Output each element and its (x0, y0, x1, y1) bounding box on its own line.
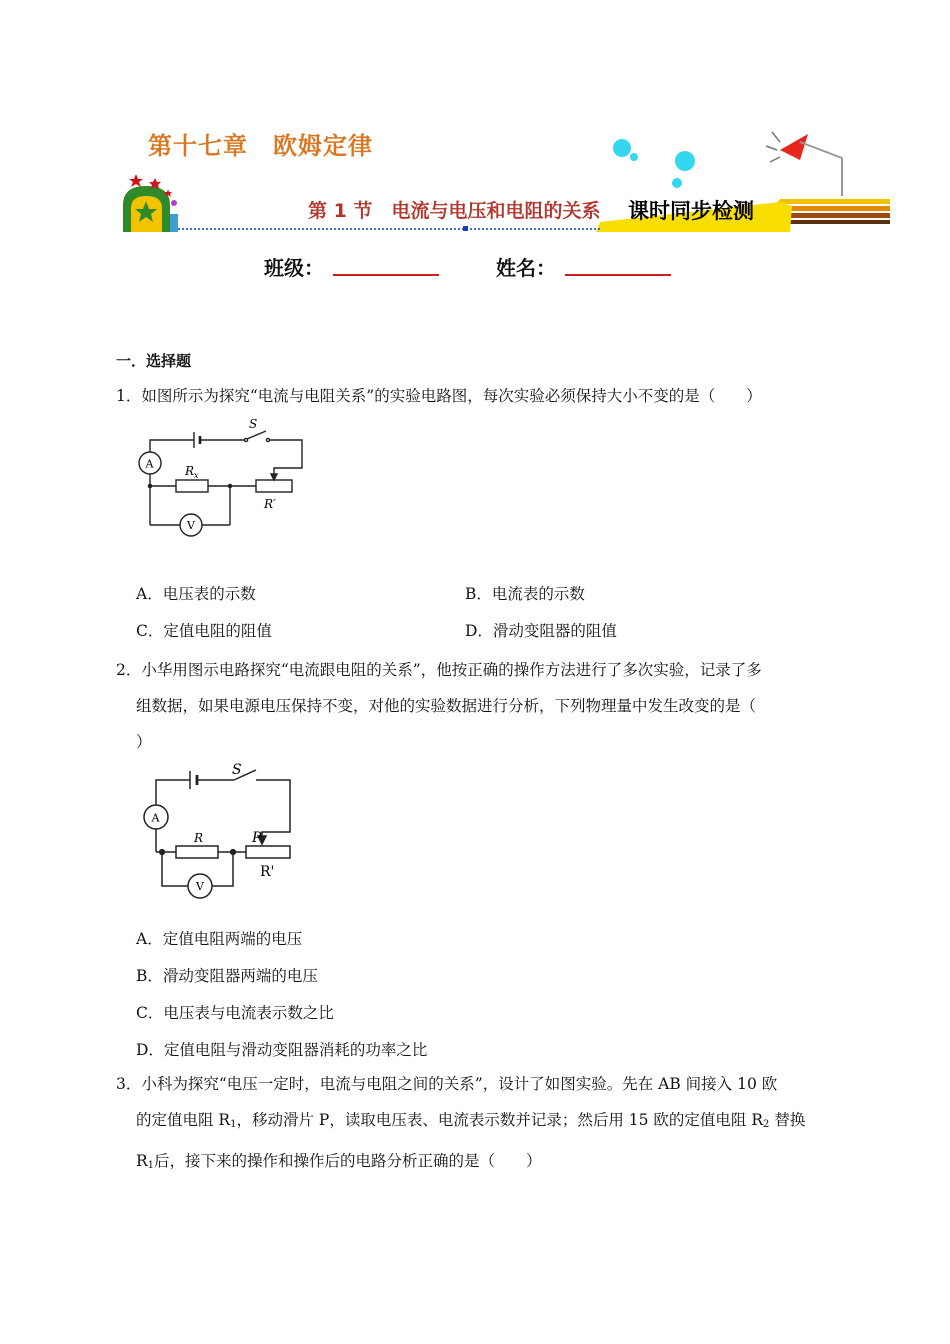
question-2-stem (116, 652, 838, 760)
voltmeter-label: V (187, 519, 195, 532)
rheostat-label: R′ (264, 497, 276, 511)
question-text-line: 小华用图示电路探究“电流跟电阻的关系”，他按正确的操作方法进行了多次实验，记录了多 (141, 661, 762, 679)
ammeter-label: A (151, 811, 160, 825)
question-2-option-b[interactable]: B．滑动变阻器两端的电压 (136, 967, 318, 985)
section-title: 第 1 节 电流与电压和电阻的关系 (308, 200, 601, 222)
bubble-icon (613, 139, 631, 157)
question-text-line: 的定值电阻 $R_1$，移动滑片 P，读取电压表、电流表示数并记录；然后用 15 欧的定值电阻 $R_2$ 替换 (136, 1111, 806, 1130)
question-text-line: ） (136, 733, 152, 751)
bubble-icon (672, 178, 682, 188)
question-1-option-a[interactable]: A．电压表的示数 (136, 585, 256, 603)
switch-label: S (249, 417, 258, 431)
star-badge-icon (123, 174, 178, 232)
resistor-label: R (194, 831, 204, 845)
chapter-title: 第十七章 欧姆定律 (148, 132, 373, 160)
question-number: 1． (116, 387, 142, 405)
question-1-option-b[interactable]: B．电流表的示数 (465, 585, 585, 603)
bubble-icon (675, 151, 695, 171)
section-heading: 一．选择题 (116, 352, 192, 370)
name-input-blank[interactable] (565, 250, 671, 276)
class-label: 班级： (264, 256, 324, 280)
switch-label: S (232, 762, 242, 778)
question-text-line: 组数据，如果电源电压保持不变，对他的实验数据进行分析，下列物理量中发生改变的是（ (136, 697, 757, 715)
desk-lamp-icon (766, 132, 842, 196)
question-1-stem (116, 378, 838, 414)
question-number: 2． (116, 661, 142, 679)
resistor-subscript: x (194, 471, 199, 480)
rheostat-label: R' (260, 864, 275, 880)
ammeter-label: A (145, 457, 154, 471)
question-2-circuit-diagram (136, 760, 306, 900)
question-3-stem (116, 1066, 838, 1184)
question-text-line: 小科为探究“电压一定时，电流与电阻之间的关系”，设计了如图实验。先在 AB 间接入 10 欧 (141, 1075, 778, 1093)
question-text: 如图所示为探究“电流与电阻关系”的实验电路图，每次实验必须保持大小不变的是（ ） (141, 387, 762, 405)
bubble-icon (630, 153, 638, 161)
slider-label: P (252, 830, 262, 846)
resistor-label: R (185, 464, 195, 478)
question-text-line: $R_1$后，接下来的操作和操作后的电路分析正确的是（ ） (136, 1152, 542, 1171)
class-input-blank[interactable] (333, 250, 439, 276)
name-label: 姓名： (496, 256, 556, 280)
banner-text: 课时同步检测 (628, 198, 754, 223)
question-1-option-d[interactable]: D．滑动变阻器的阻值 (465, 622, 617, 640)
question-2-option-c[interactable]: C．电压表与电流表示数之比 (136, 1004, 334, 1022)
question-number: 3． (116, 1075, 142, 1093)
question-1-circuit-diagram (136, 416, 316, 542)
voltmeter-label: V (196, 880, 204, 893)
question-2-option-a[interactable]: A．定值电阻两端的电压 (136, 930, 303, 948)
question-2-option-d[interactable]: D．定值电阻与滑动变阻器消耗的功率之比 (136, 1041, 428, 1059)
question-1-option-c[interactable]: C．定值电阻的阻值 (136, 622, 272, 640)
